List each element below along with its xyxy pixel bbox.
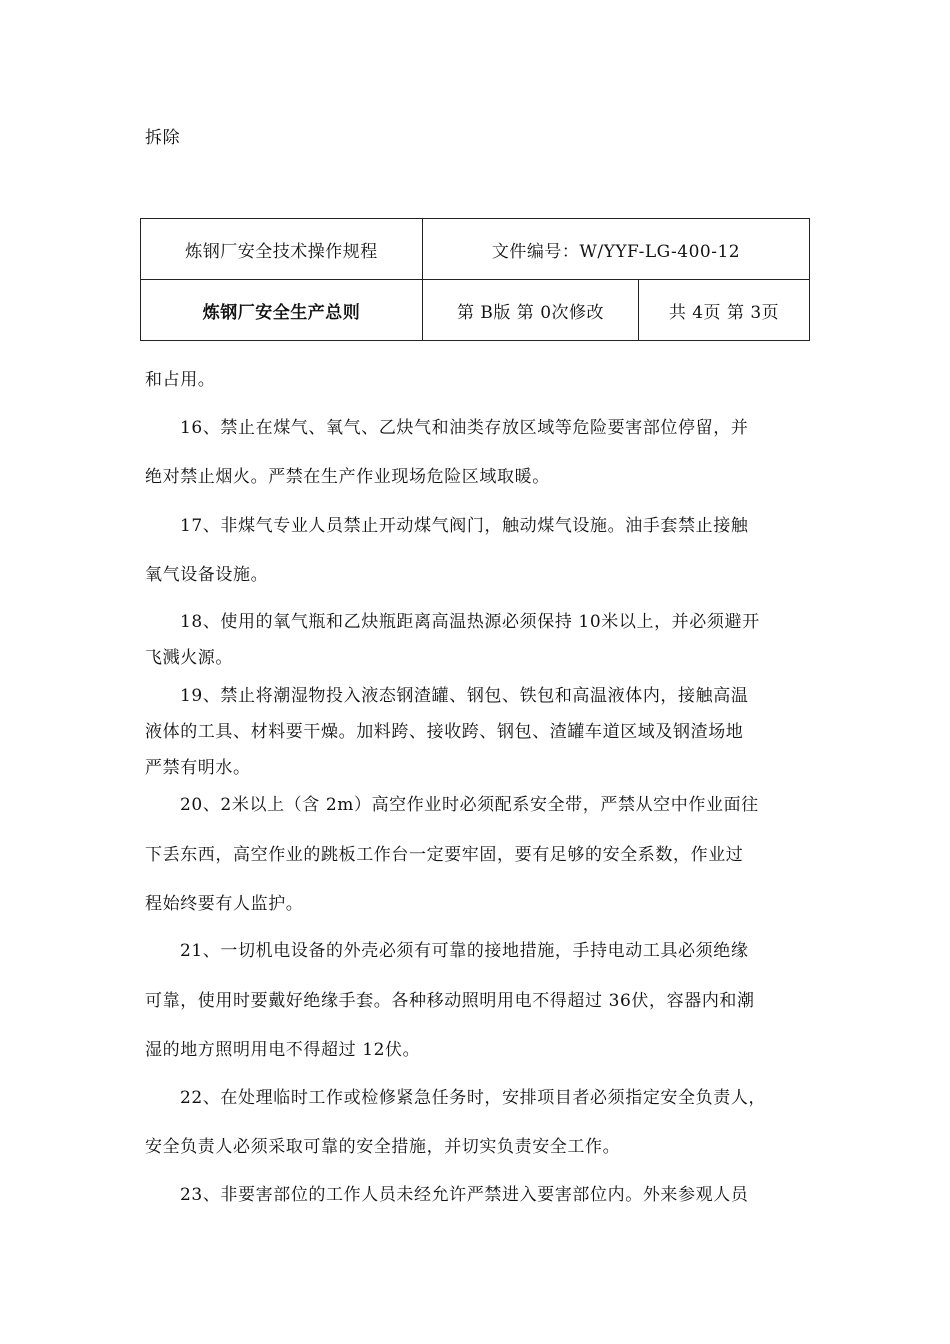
text-line: 18、使用的氧气瓶和乙炔瓶距离高温热源必须保持 10米以上，并必须避开 <box>180 612 760 632</box>
text-line: 20、2米以上（含 2m）高空作业时必须配系安全带，严禁从空中作业面往 <box>180 795 759 815</box>
text-line: 下丢东西，高空作业的跳板工作台一定要牢固，要有足够的安全系数，作业过 <box>145 845 744 865</box>
text-line: 19、禁止将潮湿物投入液态钢渣罐、钢包、铁包和高温液体内，接触高温 <box>180 686 749 706</box>
text-line: 21、一切机电设备的外壳必须有可靠的接地措施，手持电动工具必须绝缘 <box>180 941 749 961</box>
text-line: 17、非煤气专业人员禁止开动煤气阀门，触动煤气设施。油手套禁止接触 <box>180 516 749 536</box>
file-number: 文件编号：W/YYF-LG-400-12 <box>423 219 810 280</box>
text-line: 绝对禁止烟火。严禁在生产作业现场危险区域取暖。 <box>145 467 550 487</box>
header-table <box>140 218 810 341</box>
header-title: 炼钢厂安全技术操作规程 <box>141 219 423 280</box>
section-title: 炼钢厂安全生产总则 <box>141 280 423 341</box>
text-line: 可靠，使用时要戴好绝缘手套。各种移动照明用电不得超过 36伏，容器内和潮 <box>145 991 755 1011</box>
text-line: 湿的地方照明用电不得超过 12伏。 <box>145 1040 421 1060</box>
top-fragment: 拆除 <box>145 128 181 148</box>
text-line: 和占用。 <box>145 370 216 390</box>
text-line: 安全负责人必须采取可靠的安全措施，并切实负责安全工作。 <box>145 1137 621 1157</box>
text-line: 程始终要有人监护。 <box>145 894 304 914</box>
text-line: 液体的工具、材料要干燥。加料跨、接收跨、钢包、渣罐车道区域及钢渣场地 <box>145 722 744 742</box>
text-line: 飞溅火源。 <box>145 648 233 668</box>
text-line: 22、在处理临时工作或检修紧急任务时，安排项目者必须指定安全负责人， <box>180 1088 767 1108</box>
page-info: 共 4页 第 3页 <box>639 280 810 341</box>
version-info: 第 B版 第 0次修改 <box>423 280 639 341</box>
text-line: 氧气设备设施。 <box>145 565 269 585</box>
text-line: 严禁有明水。 <box>145 758 251 778</box>
text-line: 23、非要害部位的工作人员未经允许严禁进入要害部位内。外来参观人员 <box>180 1185 749 1205</box>
text-line: 16、禁止在煤气、氧气、乙炔气和油类存放区域等危险要害部位停留，并 <box>180 418 749 438</box>
